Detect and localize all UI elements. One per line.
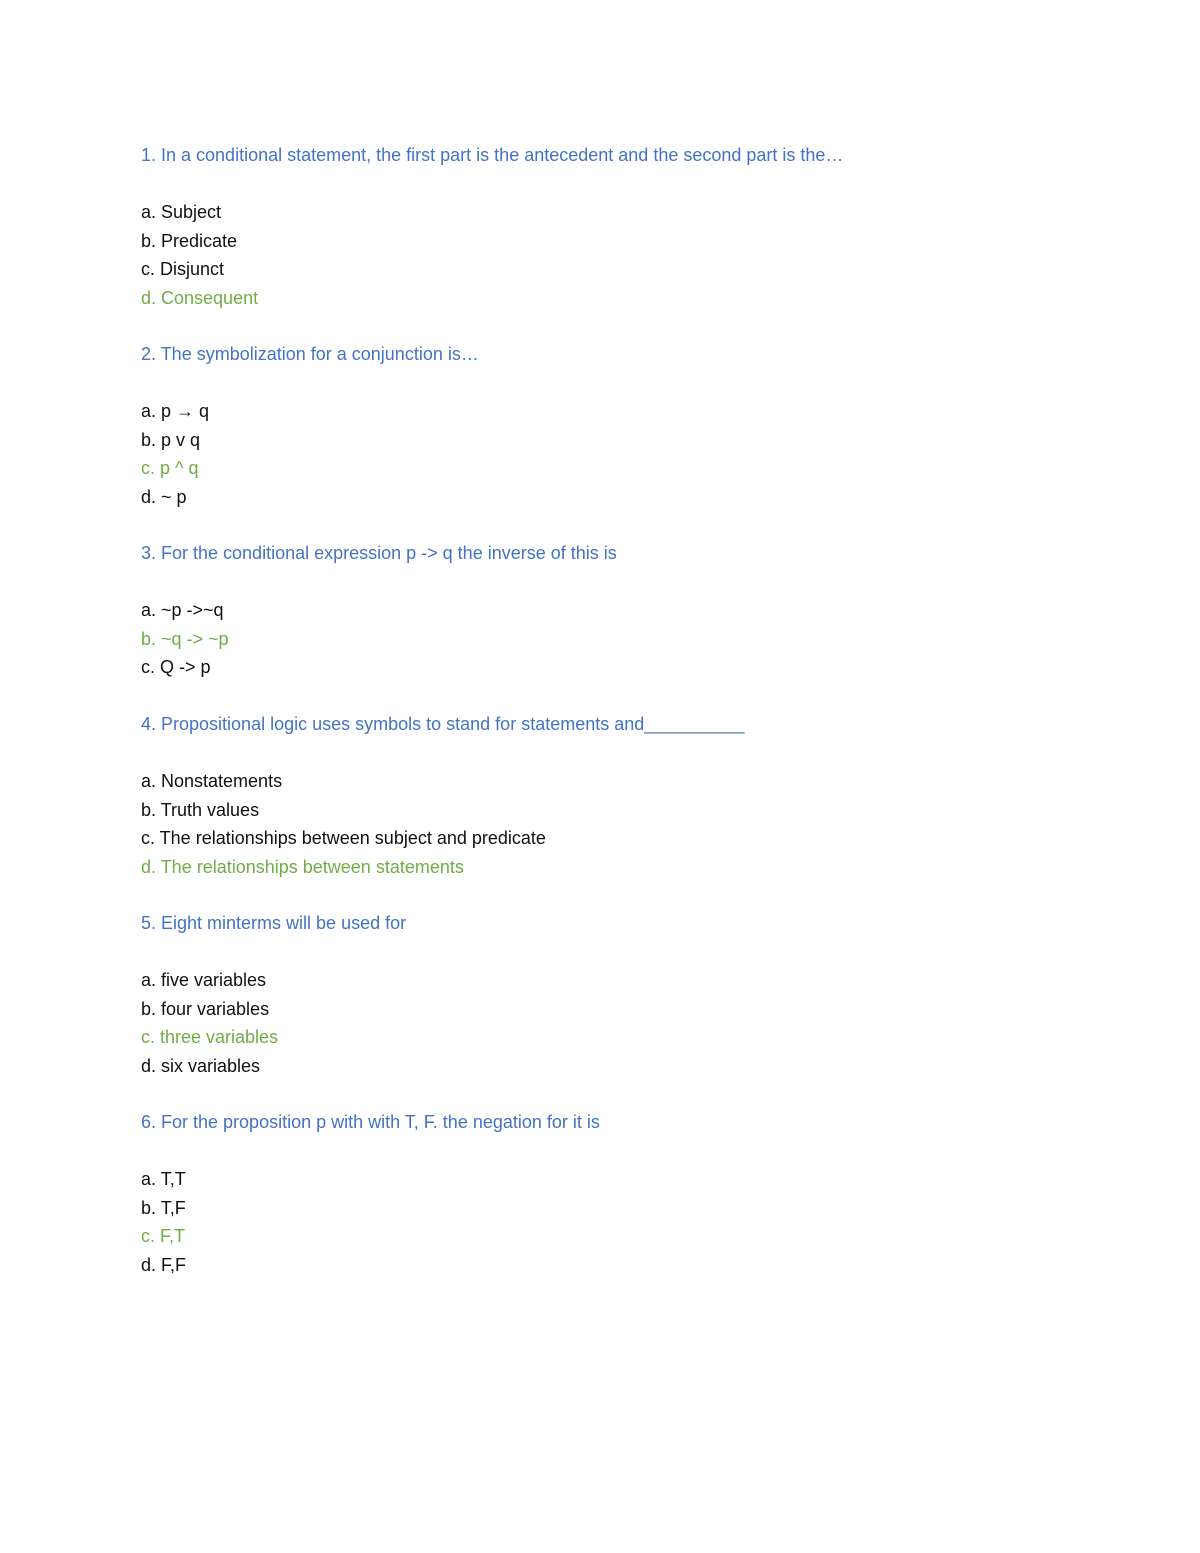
option-a: a. T,T <box>141 1169 186 1189</box>
option-c: c. Disjunct <box>141 259 225 279</box>
option-a: a. p → q <box>141 401 210 421</box>
question-text: 3. For the conditional expression p -> q the inverse of this is <box>141 543 617 563</box>
question-block-4 <box>141 710 1101 881</box>
option-d: d. six variables <box>141 1055 261 1076</box>
option-b-correct: b. ~q -> ~p <box>141 628 229 649</box>
option-d-correct: d. Consequent <box>141 287 259 308</box>
question-text: 6. For the proposition p with with T, F. the negation for it is <box>141 1112 600 1132</box>
question-block-3 <box>141 539 1101 682</box>
option-b: b. p v q <box>141 429 201 450</box>
option-c: c. The relationships between subject and predicate <box>141 828 546 848</box>
option-c: c. Q -> p <box>141 657 211 677</box>
question-text: 1. In a conditional statement, the first part is the antecedent and the second part is the… <box>141 145 844 165</box>
option-a: a. Subject <box>141 202 222 222</box>
question-block-2 <box>141 340 1101 511</box>
option-d-correct: d. The relationships between statements <box>141 856 464 877</box>
option-b: b. Predicate <box>141 230 238 251</box>
option-c-correct: c. F,T <box>141 1226 185 1246</box>
option-a: a. ~p ->~q <box>141 600 224 620</box>
question-block-5 <box>141 909 1101 1080</box>
option-a: a. Nonstatements <box>141 771 283 791</box>
option-c-correct: c. three variables <box>141 1027 279 1047</box>
option-d: d. ~ p <box>141 486 187 507</box>
option-c-correct: c. p ^ q <box>141 458 199 478</box>
question-block-6 <box>141 1108 1101 1279</box>
option-b: b. four variables <box>141 998 270 1019</box>
option-b: b. Truth values <box>141 799 260 820</box>
option-b: b. T,F <box>141 1197 186 1218</box>
question-block-1 <box>141 141 1101 312</box>
question-text: 4. Propositional logic uses symbols to stand for statements and__________ <box>141 714 745 734</box>
question-text: 2. The symbolization for a conjunction is… <box>141 344 479 364</box>
option-a: a. five variables <box>141 970 267 990</box>
option-d: d. F,F <box>141 1254 187 1275</box>
question-text: 5. Eight minterms will be used for <box>141 913 407 933</box>
